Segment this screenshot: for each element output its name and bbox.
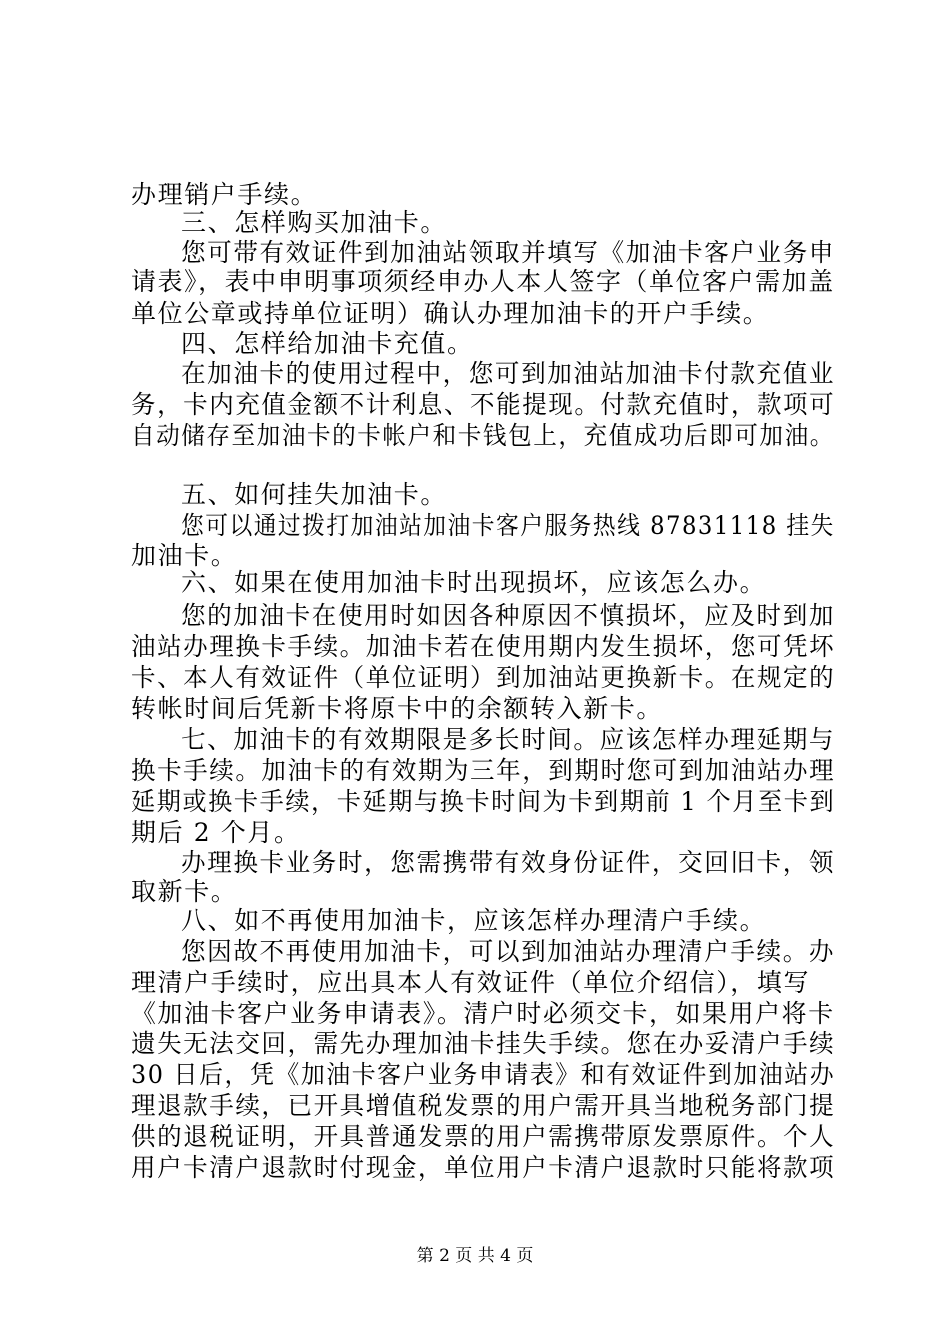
text-line: 用户卡清户退款时付现金，单位用户卡清户退款时只能将款项 (131, 1153, 836, 1182)
text-line: 取新卡。 (131, 877, 238, 906)
section-heading: 八、如不再使用加油卡，应该怎样办理清户手续。 (181, 906, 767, 935)
section-heading: 四、怎样给加油卡充值。 (181, 329, 474, 358)
section-heading: 七、加油卡的有效期限是多长时间。应该怎样办理延期与 (181, 725, 836, 754)
text-line: 期后 2 个月。 (131, 818, 301, 847)
text-line: 油站办理换卡手续。加油卡若在使用期内发生损坏，您可凭坏 (131, 632, 836, 661)
section-heading: 五、如何挂失加油卡。 (181, 480, 448, 509)
text-line: 您因故不再使用加油卡，可以到加油站办理清户手续。办 (181, 937, 836, 966)
text-line: 30 日后，凭《加油卡客户业务申请表》和有效证件到加油站办 (131, 1060, 836, 1089)
text-line: 遗失无法交回，需先办理加油卡挂失手续。您在办妥清户手续 (131, 1029, 836, 1058)
text-line: 理清户手续时，应出具本人有效证件（单位介绍信），填写 (131, 968, 811, 997)
text-line: 在加油卡的使用过程中，您可到加油站加油卡付款充值业 (181, 359, 836, 388)
text-line: 您可带有效证件到加油站领取并填写《加油卡客户业务申 (181, 238, 836, 267)
text-line: 自动储存至加油卡的卡帐户和卡钱包上，充值成功后即可加油。 (131, 421, 835, 450)
section-heading: 六、如果在使用加油卡时出现损坏，应该怎么办。 (181, 568, 767, 597)
text-line: 单位公章或持单位证明）确认办理加油卡的开户手续。 (131, 299, 770, 328)
text-line: 务，卡内充值金额不计利息、不能提现。付款充值时，款项可 (131, 390, 836, 419)
text-line: 延期或换卡手续，卡延期与换卡时间为卡到期前 1 个月至卡到 (131, 787, 836, 816)
text-line: 转帐时间后凭新卡将原卡中的余额转入新卡。 (131, 694, 664, 723)
page-number-footer: 第 2 页 共 4 页 (416, 1246, 534, 1266)
text-line: 请表》，表中申明事项须经申办人本人签字（单位客户需加盖 (131, 267, 835, 296)
text-line: 加油卡。 (131, 541, 238, 570)
text-line: 换卡手续。加油卡的有效期为三年，到期时您可到加油站办理 (131, 756, 836, 785)
text-line: 您可以通过拨打加油站加油卡客户服务热线 87831118 挂失 (181, 511, 835, 540)
section-heading: 三、怎样购买加油卡。 (181, 208, 448, 237)
text-line: 供的退税证明，开具普通发票的用户需携带原发票原件。个人 (131, 1122, 836, 1151)
text-line: 理退款手续，已开具增值税发票的用户需开具当地税务部门提 (131, 1091, 836, 1120)
text-line: 您的加油卡在使用时如因各种原因不慎损坏，应及时到加 (181, 601, 836, 630)
text-line: 《加油卡客户业务申请表》。清户时必须交卡，如果用户将卡 (131, 999, 835, 1028)
text-line: 办理换卡业务时，您需携带有效身份证件，交回旧卡，领 (181, 848, 836, 877)
text-line: 卡、本人有效证件（单位证明）到加油站更换新卡。在规定的 (131, 663, 836, 692)
text-line: 办理销户手续。 (131, 180, 318, 209)
